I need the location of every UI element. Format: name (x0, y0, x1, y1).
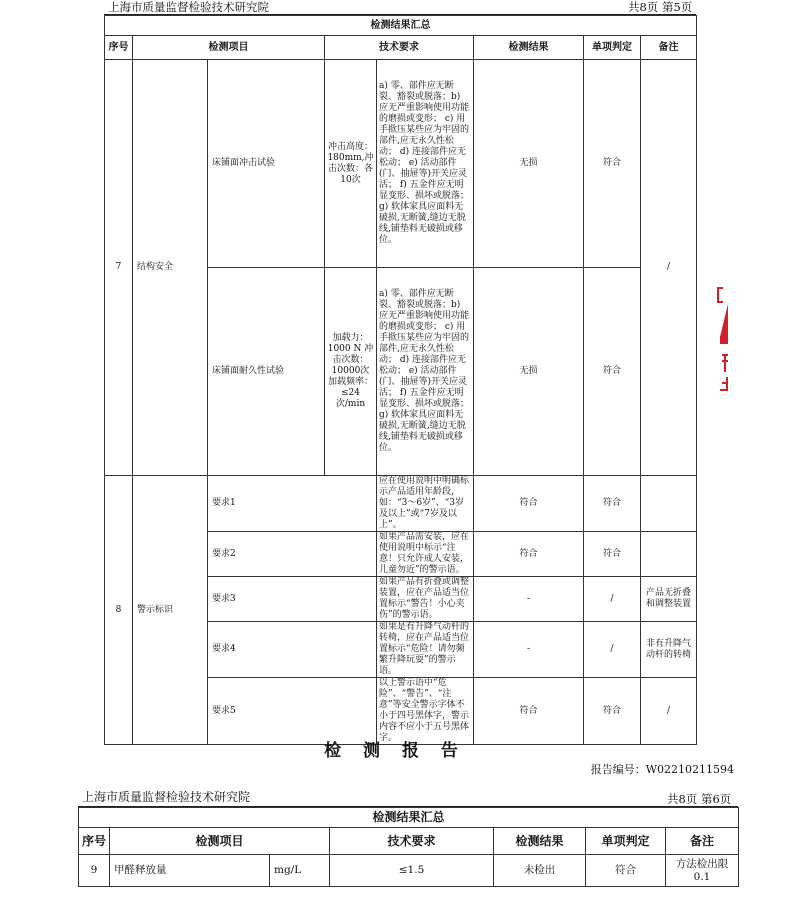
requirement-text: 应在使用说明中明确标示产品适用年龄段，如：“3～6岁”、“3岁及以上”或“7岁及以上”。 (377, 476, 474, 532)
judgment: 符合 (584, 678, 641, 745)
report-number: 报告编号：W02210211594 (590, 763, 734, 776)
requirement-text: 如果产品需安装，应在使用说明中标示“注意！只允许成人安装，儿童勿近”的警示语。 (377, 532, 474, 577)
header-no: 序号 (79, 828, 110, 855)
sub-item: 要求3 (208, 577, 377, 622)
requirement-text: a) 零、部件应无断裂、豁裂或脱落；b) 应无严重影响使用功能的磨损或变形； c) 用手揿压某些应为牢固的部件,应无永久性松动； d) 连接部件应无松动； e) 活动部件(门、抽屉等)开关应灵活； f) 五金件应无明显变形、损坏或脱落； g) 软体家具应面料无破损,无断簧,缝边无脱线,铺垫料无破损或移位。 (377, 268, 474, 476)
header-no: 序号 (105, 36, 133, 60)
test-condition: 加载力：1000 N 冲击次数：10000次 加载频率：≤24次/min (325, 268, 377, 476)
requirement-text: a) 零、部件应无断裂、豁裂或脱落；b) 应无严重影响使用功能的磨损或变形； c) 用手揿压某些应为牢固的部件,应无永久性松动； d) 连接部件应无松动； e) 活动部件(门、抽屉等)开关应灵活； f) 五金件应无明显变形、损坏或脱落； g) 软体家具应面料无破损,无断簧,缝边无脱线,铺垫料无破损或移位。 (377, 60, 474, 268)
sub-item: 要求1 (208, 476, 377, 532)
org-name: 上海市质量监督检验技术研究院 (82, 790, 251, 804)
results-table-page5 (104, 15, 697, 745)
remark: 非有升降气动杆的转椅 (641, 622, 697, 678)
org-name: 上海市质量监督检验技术研究院 (108, 0, 269, 14)
judgment: 符合 (584, 268, 641, 476)
test-condition: 冲击高度：180mm,冲击次数：各10次 (325, 60, 377, 268)
seal-stamp-fragment (716, 282, 730, 397)
test-result: 无损 (474, 60, 584, 268)
test-result: - (474, 577, 584, 622)
row-category: 结构安全 (133, 60, 208, 476)
test-result: 未检出 (494, 855, 586, 887)
header-requirement: 技术要求 (325, 36, 474, 60)
remark (641, 476, 697, 532)
row-category: 警示标识 (133, 476, 208, 745)
table-row (105, 476, 697, 532)
table-title: 检测结果汇总 (105, 16, 697, 36)
page-info: 共8页 第5页 (628, 0, 693, 14)
row-number: 7 (105, 60, 133, 476)
test-result: 符合 (474, 532, 584, 577)
requirement-text: 如果是有升降气动杆的转椅，应在产品适当位置标示“危险！请勿频繁升降玩耍”的警示语。 (377, 622, 474, 678)
test-result: 符合 (474, 476, 584, 532)
header-requirement: 技术要求 (330, 828, 494, 855)
table-row (79, 855, 739, 887)
header-item: 检测项目 (133, 36, 325, 60)
judgment: 符合 (584, 476, 641, 532)
judgment: 符合 (586, 855, 666, 887)
requirement-text: 以上警示语中“危险”、“警告”、“注意”等安全警示字体不小于四号黑体字，警示内容不应小于五号黑体字。 (377, 678, 474, 745)
sub-item: 床铺面耐久性试验 (208, 268, 325, 476)
sub-item: 要求4 (208, 622, 377, 678)
row-number: 9 (79, 855, 110, 887)
test-result: 无损 (474, 268, 584, 476)
sub-item: 要求5 (208, 678, 377, 745)
row-item: 甲醛释放量 (110, 855, 270, 887)
report-title: 检 测 报 告 (324, 741, 466, 761)
remark: / (641, 678, 697, 745)
remark: 方法检出限0.1 (666, 855, 739, 887)
row-number: 8 (105, 476, 133, 745)
test-result: - (474, 622, 584, 678)
test-result: 符合 (474, 678, 584, 745)
header-remark: 备注 (666, 828, 739, 855)
header-judgment: 单项判定 (584, 36, 641, 60)
header-result: 检测结果 (474, 36, 584, 60)
sub-item: 床铺面冲击试验 (208, 60, 325, 268)
judgment: / (584, 577, 641, 622)
header-item: 检测项目 (110, 828, 330, 855)
table-row (105, 60, 697, 268)
remark (641, 532, 697, 577)
remark: 产品无折叠和调整装置 (641, 577, 697, 622)
judgment: / (584, 622, 641, 678)
requirement-text: ≤1.5 (330, 855, 494, 887)
table-title: 检测结果汇总 (79, 808, 739, 828)
sub-item: 要求2 (208, 532, 377, 577)
results-table-page6 (78, 807, 739, 887)
remark: / (641, 60, 697, 476)
header-result: 检测结果 (494, 828, 586, 855)
row-unit: mg/L (270, 855, 330, 887)
page-info: 共8页 第6页 (667, 792, 732, 806)
judgment: 符合 (584, 532, 641, 577)
judgment: 符合 (584, 60, 641, 268)
requirement-text: 如果产品有折叠或调整装置，应在产品适当位置标示“警告！小心夹伤”的警示语。 (377, 577, 474, 622)
header-remark: 备注 (641, 36, 697, 60)
header-judgment: 单项判定 (586, 828, 666, 855)
